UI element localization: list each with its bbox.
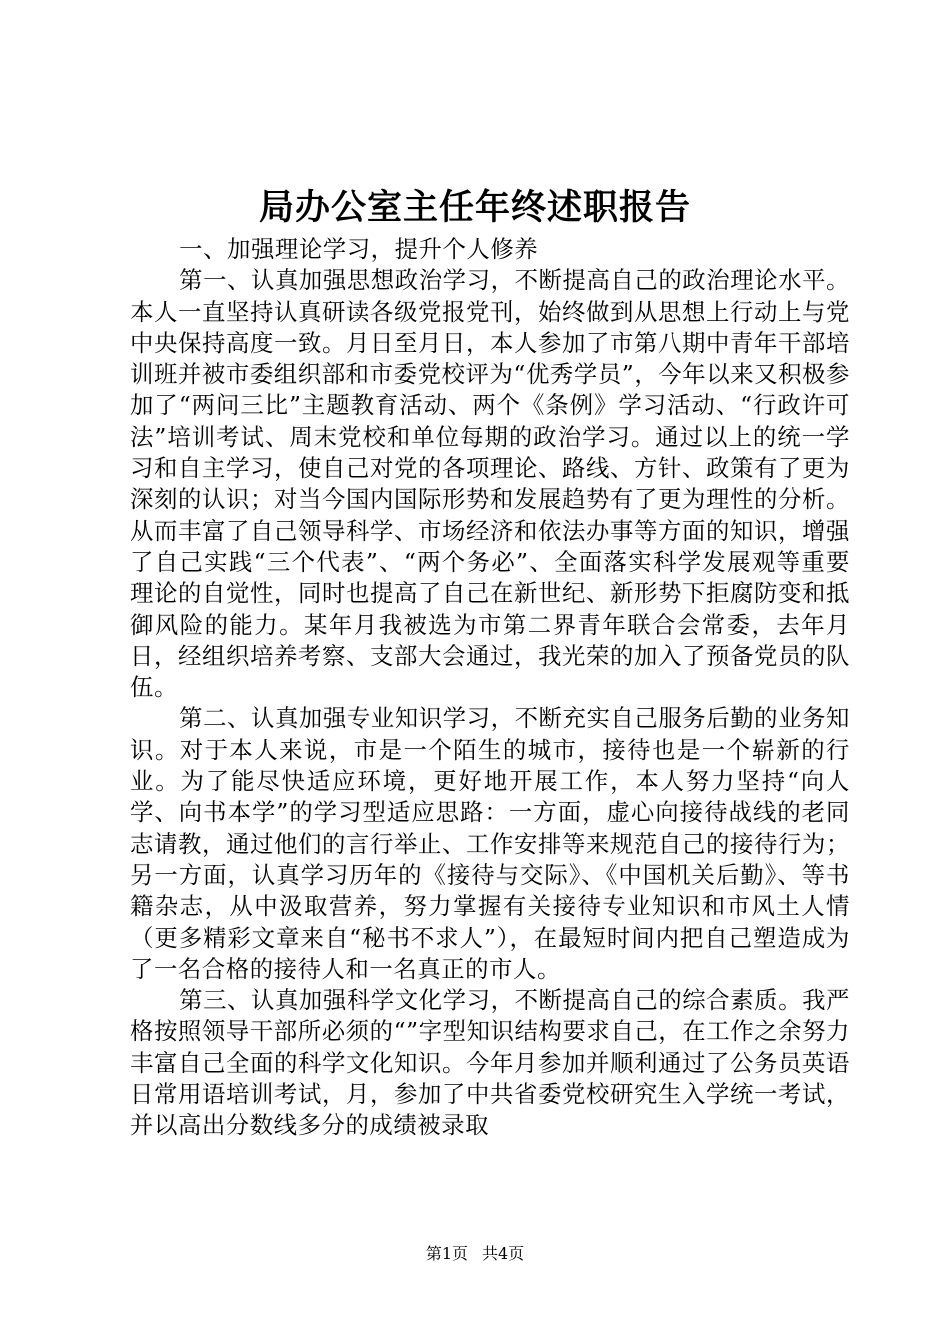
paragraph-political-study: 第一、认真加强思想政治学习，不断提高自己的政治理论水平。本人一直坚持认真研读各级党报党刊，始终做到从思想上行动上与党中央保持高度一致。月日至月日，本人参加了市第八期中青年干部培训班并被市委组织部和市委党校评为“优秀学员”，今年以来又积极参加了“两问三比”主题教育活动、两个《条例》学习活动、“行政许可法”培训考试、周末党校和单位每期的政治学习。通过以上的统一学习和自主学习，使自己对党的各项理论、路线、方针、政策有了更为深刻的认识；对当今国内国际形势和发展趋势有了更为理性的分析。从而丰富了自己领导科学、市场经济和依法办事等方面的知识，增强了自己实践“三个代表”、“两个务必”、全面落实科学发展观等重要理论的自觉性，同时也提高了自己在新世纪、新形势下拒腐防变和抵御风险的能力。某年月我被选为市第二界青年联合会常委，去年月日，经组织培养考察、支部大会通过，我光荣的加入了预备党员的队伍。 [130, 266, 850, 702]
document-title: 局办公室主任年终述职报告 [258, 188, 691, 228]
section-heading: 一、加强理论学习，提升个人修养 [179, 235, 539, 263]
paragraph-cultural-study: 第三、认真加强科学文化学习，不断提高自己的综合素质。我严格按照领导干部所必须的“”字型知识结构要求自己，在工作之余努力丰富自己全面的科学文化知识。今年月参加并顺利通过了公务员英语日常用语培训考试，月，参加了中共省委党校研究生入学统一考试，并以高出分数线多分的成绩被录取 [130, 986, 850, 1140]
paragraph-professional-study: 第二、认真加强专业知识学习，不断充实自己服务后勤的业务知识。对于本人来说，市是一个陌生的城市，接待也是一个崭新的行业。为了能尽快适应环境，更好地开展工作，本人努力坚持“向人学、向书本学”的学习型适应思路：一方面，虚心向接待战线的老同志请教，通过他们的言行举止、工作安排等来规范自己的接待行为；另一方面，认真学习历年的《接待与交际》、《中国机关后勤》、等书籍杂志，从中汲取营养，努力掌握有关接待专业知识和市风土人情（更多精彩文章来自“秘书不求人”），在最短时间内把自己塑造成为了一名合格的接待人和一名真正的市人。 [130, 704, 850, 983]
page-number: 第1页 [425, 1244, 468, 1263]
page-footer [0, 1243, 950, 1265]
page-total: 共4页 [482, 1244, 525, 1263]
document-body [130, 234, 850, 1142]
